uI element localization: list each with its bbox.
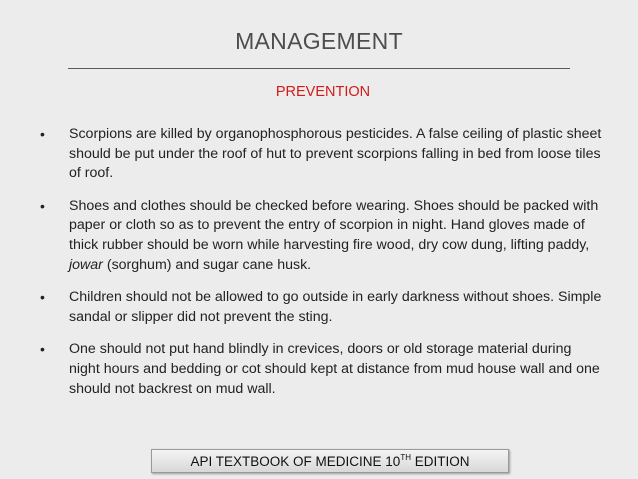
title-divider [68,68,570,69]
footer-text: API TEXTBOOK OF MEDICINE 10 [190,454,401,469]
bullet-item [40,340,605,399]
bullet-text: Children should not be allowed to go outside in early darkness without shoes. Simple sandal or slipper did not prevent the sting. [69,289,602,325]
bullet-text: Shoes and clothes should be checked before wearing. Shoes should be packed with paper or cloth so as to prevent the entry of scorpion in night. Hand gloves made of thick rubber should be worn while harvesting fire wood, dry cow dung, lifting paddy, [69,197,599,253]
bullet-item [40,125,605,184]
footer-text-end: EDITION [410,454,470,469]
bullet-italic-term: jowar [69,256,103,273]
footer-superscript: TH [400,453,411,462]
bullet-dot-icon: • [40,341,45,358]
bullet-text-end: (sorghum) and sugar cane husk. [102,256,312,273]
bullet-item [40,288,605,327]
bullet-list [40,125,605,412]
bullet-dot-icon: • [40,126,45,142]
bullet-text: One should not put hand blindly in crevices, doors or old storage material during night hours and bedding or cot should kept at distance from mud house wall and one should not backrest on mud wall. [69,341,600,397]
footer-source-box [151,449,509,473]
bullet-item [40,197,605,275]
bullet-dot-icon: • [40,289,45,306]
bullet-text: Scorpions are killed by organophosphorous pesticides. A false ceiling of plastic sheet should be put under the roof of hut to prevent scorpions falling in bed from loose tiles of roof. [69,126,602,182]
bullet-dot-icon: • [40,197,45,214]
slide-title: MANAGEMENT [235,28,403,54]
slide-subtitle: PREVENTION [275,84,371,100]
